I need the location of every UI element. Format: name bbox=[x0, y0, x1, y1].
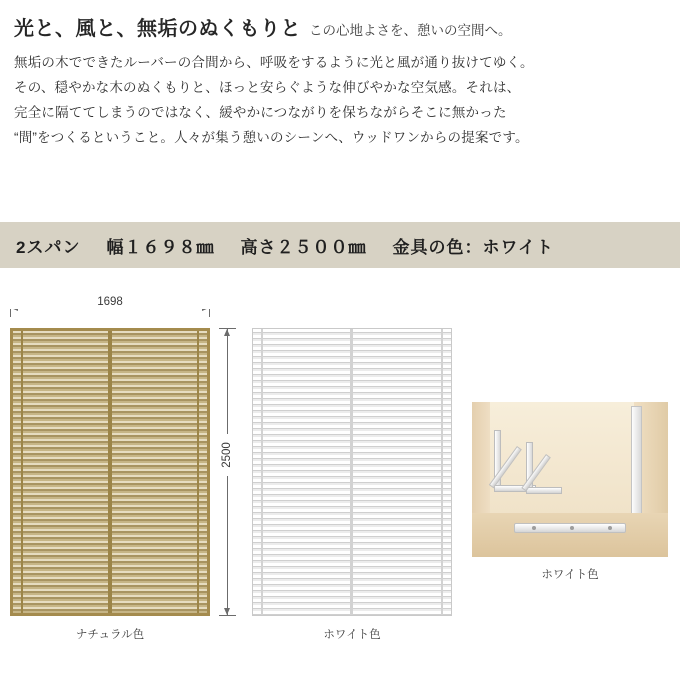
width-dimension-label-wrap bbox=[10, 296, 210, 309]
screw-icon bbox=[608, 526, 612, 530]
height-dimension-label: 2500 bbox=[220, 434, 234, 476]
screw-icon bbox=[532, 526, 536, 530]
height-arrow-down-icon bbox=[224, 608, 230, 615]
headline-main: 光と、風と、無垢のぬくもりと bbox=[14, 18, 301, 40]
lead-line-1: 無垢の木でできたルーバーの合間から、呼吸をするように光と風が通り抜けてゆく。 bbox=[14, 55, 534, 70]
lead-line-3: 完全に隔ててしまうのではなく、緩やかにつながりを保ちながらそこに無かった bbox=[14, 104, 507, 120]
panel-white-caption: ホワイト色 bbox=[323, 629, 381, 641]
height-dimension-line bbox=[216, 328, 238, 616]
panel-natural-caption: ナチュラル色 bbox=[75, 629, 145, 641]
spec-span: 2スパン bbox=[16, 237, 81, 257]
panel-white-stile-right bbox=[441, 329, 443, 615]
hardware-photo bbox=[472, 402, 668, 557]
panel-natural bbox=[10, 328, 210, 616]
lead-paragraph bbox=[0, 41, 680, 151]
width-dimension-line bbox=[10, 296, 210, 318]
spec-bar-items bbox=[0, 233, 554, 258]
panel-white-stile-left bbox=[261, 329, 263, 615]
panel-white bbox=[252, 328, 452, 616]
panel-natural-stile-left bbox=[21, 331, 23, 613]
panel-natural-center-mullion bbox=[108, 331, 112, 613]
spec-width: 幅１６９８㎜ bbox=[106, 237, 215, 257]
headline-sub: この心地よさを、憩いの空間へ。 bbox=[309, 23, 512, 38]
panel-white-center-mullion bbox=[350, 329, 353, 615]
headline bbox=[0, 0, 680, 41]
lead-line-4: “間”をつくるということ。人々が集う憩いのシーンへ、ウッドワンからの提案です。 bbox=[14, 129, 529, 145]
hardware-photo-caption: ホワイト色 bbox=[541, 569, 599, 581]
photo-wall-rail bbox=[631, 406, 642, 518]
width-dimension-label: 1698 bbox=[92, 296, 128, 308]
bracket-horizontal-arm bbox=[526, 487, 562, 494]
spec-hardware-color: 金具の色：ホワイト bbox=[392, 237, 554, 257]
spec-height: 高さ２５００㎜ bbox=[240, 237, 367, 257]
spec-bar bbox=[0, 222, 680, 268]
height-dimension-cap-bottom bbox=[219, 615, 236, 616]
photo-wood-sill bbox=[472, 513, 668, 557]
screw-icon bbox=[570, 526, 574, 530]
figure-area bbox=[0, 268, 680, 680]
height-arrow-up-icon bbox=[224, 329, 230, 336]
lead-line-2: その、穏やかな木のぬくもりと、ほっと安らぐような伸びやかな空気感。それは、 bbox=[14, 79, 521, 95]
panel-natural-stile-right bbox=[197, 331, 199, 613]
